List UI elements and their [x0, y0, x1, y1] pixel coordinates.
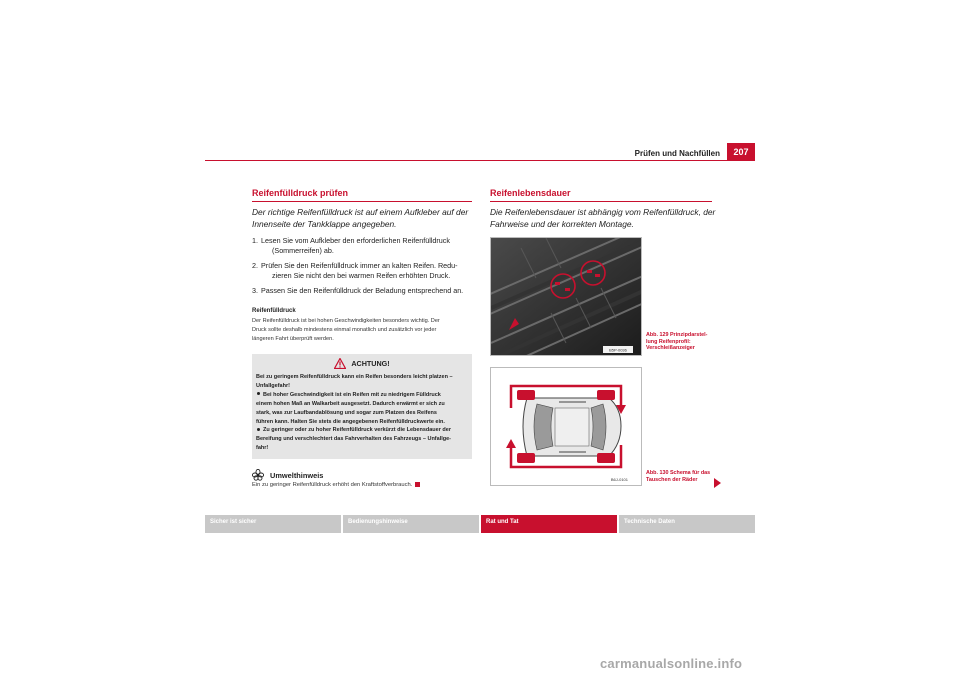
- footer-tab-advice[interactable]: Rat und Tat: [481, 515, 617, 533]
- next-page-arrow-icon[interactable]: [714, 478, 721, 488]
- footer-tab-safety[interactable]: Sicher ist sicher: [205, 515, 341, 533]
- figure-wheel-rotation: [490, 367, 642, 486]
- step-list: [252, 236, 477, 301]
- flower-icon: [252, 469, 264, 481]
- warning-bullet: Bei hoher Geschwindigkeit ist ein Reifen mit zu niedrigem Fülldruck: [256, 391, 468, 400]
- figure-code: B6J-0101: [610, 477, 628, 482]
- figure-tire-tread: [490, 237, 642, 356]
- warning-triangle-icon: [334, 358, 346, 369]
- watermark: carmanualsonline.info: [600, 656, 743, 671]
- step-item: 3. Passen Sie den Reifenfülldruck der Beladung entsprechend an.: [252, 286, 464, 295]
- header-rule: [205, 160, 755, 161]
- warning-header: [252, 358, 472, 369]
- footer-tab-technical-data[interactable]: Technische Daten: [619, 515, 755, 533]
- page-number: 207: [727, 143, 755, 161]
- figure-caption-129: Abb. 129 Prinzipdarstel- lung Reifenprofil: Verschleißanzeiger: [646, 332, 708, 351]
- figure-code: B5P-0036: [609, 347, 627, 353]
- section-intro: Der richtige Reifenfülldruck ist auf einem Aufkleber auf der Innenseite der Tankklappe angegeben.: [252, 207, 469, 229]
- environment-note-text: Ein zu geringer Reifenfülldruck erhöht den Kraftstoffverbrauch.: [252, 482, 482, 488]
- wheel-rotation-diagram: [491, 368, 641, 485]
- running-header-title: Prüfen und Nachfüllen: [634, 149, 720, 158]
- section-title-tire-pressure: Reifenfülldruck prüfen: [252, 188, 349, 198]
- tire-tread-illustration: [491, 238, 641, 355]
- section-rule: [252, 201, 472, 202]
- section-intro: Die Reifenlebensdauer ist abhängig vom Reifenfülldruck, der Fahrweise und der korrekten Montage.: [490, 207, 716, 229]
- step-item: 2. Prüfen Sie den Reifenfülldruck immer an kalten Reifen. Redu- zieren Sie nicht den bei warmen Reifen erhöhten Druck.: [252, 261, 458, 280]
- warning-box: [252, 354, 472, 459]
- step-item: 1. Lesen Sie vom Aufkleber den erforderlichen Reifenfülldruck (Sommerreifen) ab.: [252, 236, 450, 255]
- end-marker: [415, 482, 420, 487]
- warning-title: ACHTUNG!: [351, 359, 390, 368]
- figure-caption-130: Abb. 130 Schema für das Tauschen der Räder: [646, 470, 711, 483]
- sub-paragraph: Der Reifenfülldruck ist bei hohen Geschwindigkeiten besonders wichtig. Der Druck sollte deshalb mindestens einmal monatlich und zusätzlich vor jeder längeren Fahrt überprüft werden.: [252, 318, 440, 342]
- footer-tab-operation[interactable]: Bedienungshinweise: [343, 515, 479, 533]
- section-title-tire-lifetime: Reifenlebensdauer: [490, 188, 571, 198]
- footer-navigation: [205, 515, 755, 533]
- section-rule: [490, 201, 712, 202]
- warning-bullet: Zu geringer oder zu hoher Reifenfülldruck verkürzt die Lebensdauer der: [256, 426, 468, 435]
- sub-heading: Reifenfülldruck: [252, 308, 296, 314]
- environment-note-header: [252, 469, 323, 481]
- warning-body: Bei zu geringem Reifenfülldruck kann ein Reifen besonders leicht platzen – Unfallgefahr! Bei hoher Geschwindigkeit ist ein Reifen mit zu niedrigem Fülldruck einem hohen Maß an Walkarbeit ausgesetzt. Dadurch erwärmt er sich zu stark, was zur Laufbandablösung und sogar zum Platzen des Reifens führen kann. Halten Sie stets die angegebenen Reifenfülldruckwerte ein. Zu geringer oder zu hoher Reifenfülldruck verkürzt die Lebensdauer der Bereifung und verschlechtert das Fahrverhalten des Fahrzeugs – Unfallge- fahr!: [252, 369, 472, 453]
- environment-note-title: Umwelthinweis: [270, 470, 324, 480]
